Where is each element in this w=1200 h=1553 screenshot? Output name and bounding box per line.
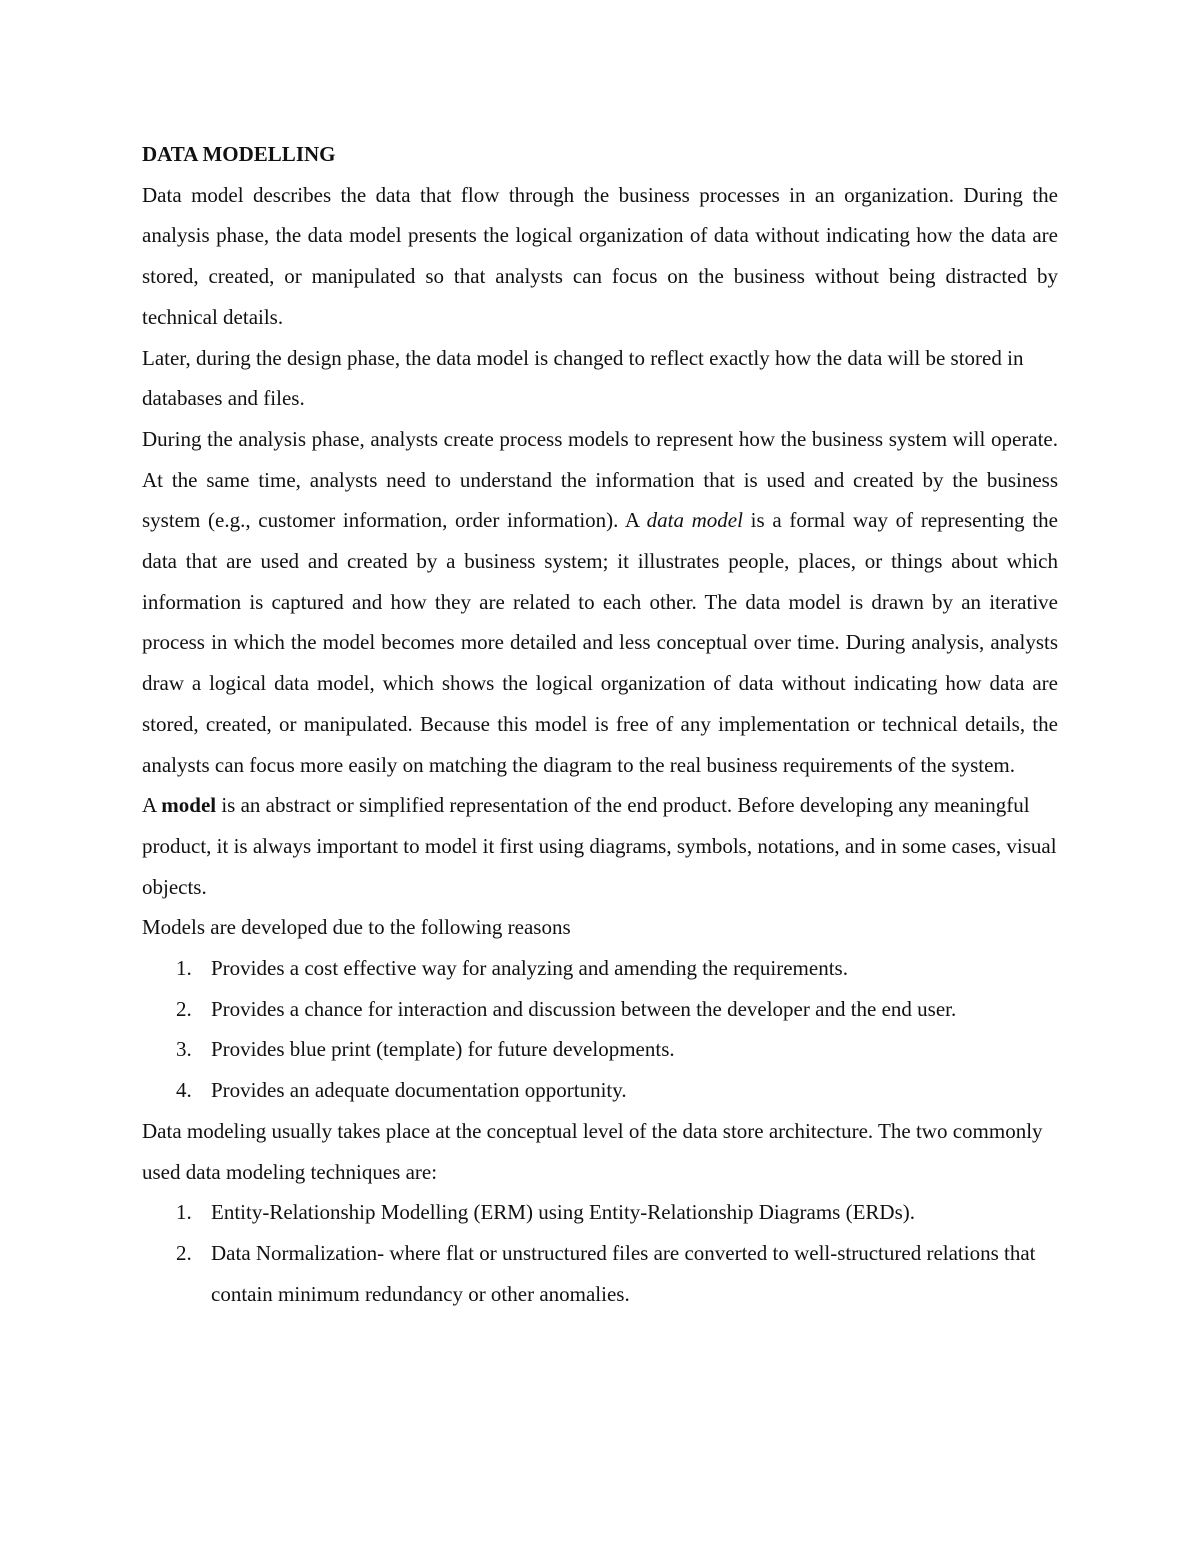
- paragraph-model-text-1: A: [142, 793, 162, 818]
- list-item: [142, 1029, 1058, 1070]
- data-model-term: data model: [646, 508, 743, 533]
- paragraph-techniques-intro: Data modeling usually takes place at the conceptual level of the data store architecture. The two commonly used data modeling techniques are:: [142, 1118, 1043, 1184]
- techniques-list: [142, 1192, 1058, 1314]
- list-number: 1.: [176, 956, 192, 981]
- reasons-list: [142, 948, 1058, 1111]
- paragraph-reasons-intro: Models are developed due to the following reasons: [142, 915, 571, 940]
- list-item-text: Entity-Relationship Modelling (ERM) using Entity-Relationship Diagrams (ERDs).: [211, 1200, 916, 1225]
- list-number: 2.: [176, 996, 192, 1021]
- list-item-text: Provides blue print (template) for future developments.: [211, 1037, 675, 1062]
- paragraph-model-definition: [142, 785, 1058, 907]
- list-item-text: Provides a chance for interaction and discussion between the developer and the end user.: [211, 996, 957, 1021]
- document-title: DATA MODELLING: [142, 142, 336, 166]
- list-item: [142, 1233, 1058, 1314]
- paragraph-data-model-definition: Data model describes the data that flow through the business processes in an organization. During the analysis phase, the data model presents the logical organization of data without indicating how the data are stored, created, or manipulated so that analysts can focus on the business without being distracted by technical details.: [142, 182, 1058, 329]
- list-item: [142, 1192, 1058, 1233]
- list-number: 2.: [176, 1240, 192, 1265]
- list-item: [142, 948, 1058, 989]
- document-page: [142, 134, 1058, 1314]
- paragraph-analysis-text-1: During the analysis phase, analysts create process models to represent how the business system will operate. At the same time, analysts need to understand the information that is used and created by the business system (e.g., customer information, order information). A: [142, 426, 1058, 533]
- paragraph-analysis-text-2: is a formal way of representing the data that are used and created by a business system; it illustrates people, places, or things about which information is captured and how they are related to each other. The data model is drawn by an iterative process in which the model becomes more detailed and less conceptual over time. During analysis, analysts draw a logical data model, which shows the logical organization of data without indicating how data are stored, created, or manipulated. Because this model is free of any implementation or technical details, the analysts can focus more easily on matching the diagram to the real business requirements of the system.: [142, 508, 1058, 777]
- list-number: 1.: [176, 1200, 192, 1225]
- paragraph-analysis-phase: [142, 419, 1058, 785]
- paragraph-model-text-2: is an abstract or simplified representation of the end product. Before developing any meaningful product, it is always important to model it first using diagrams, symbols, notations, and in some cases, visual objects.: [142, 793, 1057, 899]
- list-number: 4.: [176, 1078, 192, 1103]
- paragraph-design-phase: Later, during the design phase, the data model is changed to reflect exactly how the data will be stored in databases and files.: [142, 345, 1024, 411]
- list-item-text: Provides a cost effective way for analyzing and amending the requirements.: [211, 956, 848, 981]
- list-item: [142, 989, 1058, 1030]
- model-term: model: [161, 793, 217, 818]
- list-item-text: Provides an adequate documentation opportunity.: [211, 1078, 627, 1103]
- list-item-text: Data Normalization- where flat or unstructured files are converted to well-structured relations that contain minimum redundancy or other anomalies.: [211, 1240, 1036, 1306]
- list-item: [142, 1070, 1058, 1111]
- list-number: 3.: [176, 1037, 192, 1062]
